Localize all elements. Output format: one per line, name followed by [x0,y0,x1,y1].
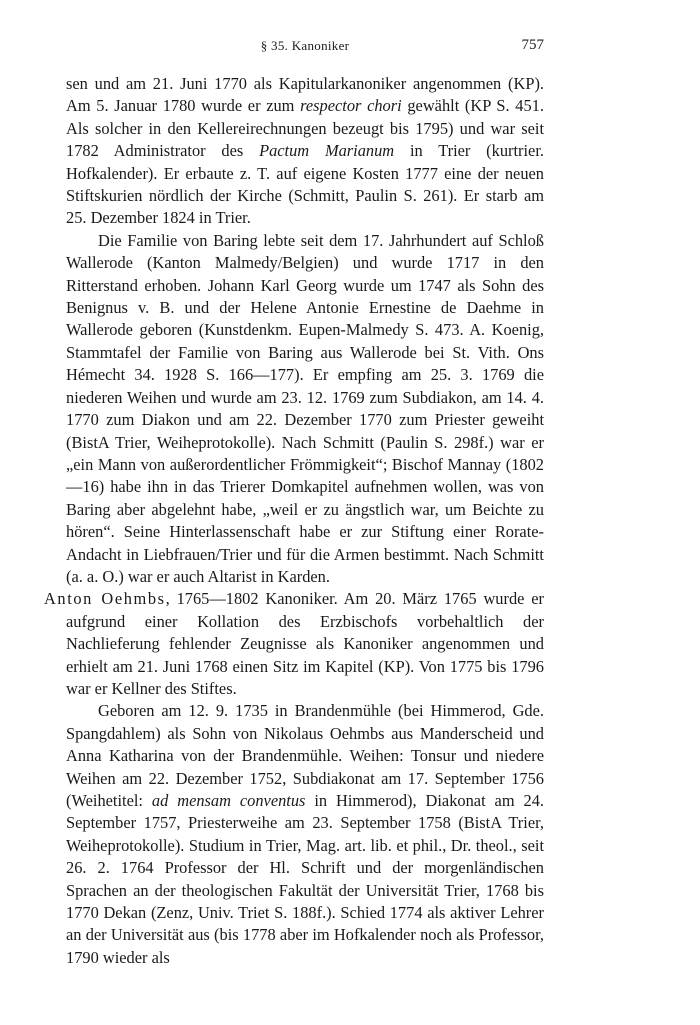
running-head: § 35. Kanoniker [260,38,350,53]
text-run: sen und am 21. Juni 1770 als Kapitularkanoniker angenommen (KP). Am 5. Januar 1780 wurde er zum [66,74,544,116]
page-number: 757 [521,37,544,53]
text-run: in Himmerod), Diakonat am 24. September 1757, Priesterweihe am 23. September 1758 (BistA Trier, Weiheprotokolle). Studium in Trier, Mag. art. lib. et phil., Dr. theol., seit 26. 2. 1764 Professor der Hl. Schrift und der morgenländischen Sprachen an der theologischen Fakultät der Universität Trier, 1768 bis 1770 Dekan (Zenz, Univ. Triet S. 188f.). Schied 1774 als aktiver Lehrer an der Universität aus (bis 1778 aber im Hofkalender noch als Professor, 1790 wieder als [66,791,545,967]
body-text [44,73,545,969]
paragraph-4 [66,700,544,969]
page-header [66,38,544,58]
text-run: in Trier (kurtrier. Hofkalender). Er erbaute z. T. auf eigene Kosten 1777 eine der neuen Stiftskurien nördlich der Kirche (Schmitt, Paulin S. 261). Er starb am 25. Dezember 1824 in Trier. [66,141,544,228]
text-run: gewählt (KP S. 451. Als solcher in den Kellereirechnungen bezeugt bis 1795) und war seit 1782 Administrator des [66,96,544,161]
entry-name: Anton Oehmbs [44,589,166,609]
paragraph-1 [66,73,544,230]
entry-anton-oehmbs [44,588,544,700]
text-run: , 1765—1802 Kanoniker. Am 20. März 1765 wurde er aufgrund einer Kollation des Erzbischofs vorbehaltlich der Nachlieferung fehlender Zeugnisse als Kanoniker angenommen und erhielt am 21. Juni 1768 einen Sitz im Kapitel (KP). Von 1775 bis 1796 war er Kellner des Stiftes. [66,589,545,698]
text-run: Geboren am 12. 9. 1735 in Brandenmühle (bei Himmerod, Gde. Spangdahlem) als Sohn von Nikolaus Oehmbs aus Manderscheid und Anna Katharina von der Brandenmühle. Weihen: Tonsur und niedere Weihen am 22. Dezember 1752, Subdiakonat am 17. September 1756 (Weihetitel: [66,701,544,810]
italic-term: respector chori [300,96,402,116]
italic-term: ad mensam conventus [151,791,306,810]
paragraph-2: Die Familie von Baring lebte seit dem 17. Jahrhundert auf Schloß Wallerode (Kanton Malmedy/Belgien) und wurde 1717 in den Ritterstand erhoben. Johann Karl Georg wurde um 1747 als Sohn des Benignus v. B. und der Helene Antonie Ernestine de Daehme in Wallerode geboren (Kunstdenkm. Eupen-Malmedy S. 473. A. Koenig, Stammtafel der Familie von Baring aus Wallerode bei St. Vith. Ons Hémecht 34. 1928 S. 166—177). Er empfing am 25. 3. 1769 die niederen Weihen und wurde am 23. 12. 1769 zum Subdiakon, am 14. 4. 1770 zum Diakon und am 22. Dezember 1770 zum Priester geweiht (BistA Trier, Weiheprotokolle). Nach Schmitt (Paulin S. 298f.) war er „ein Mann von außerordentlicher Frömmigkeit“; Bischof Mannay (1802—16) habe ihn in das Trierer Domkapitel aufnehmen wollen, was von Baring aber abgelehnt habe, „weil er zu ängstlich war, um Beichte zu hören“. Seine Hinterlassenschaft habe er zur Stiftung einer Rorate-Andacht in Liebfrauen/Trier und für die Armen bestimmt. Nach Schmitt (a. a. O.) war er auch Altarist in Karden. [66,230,544,586]
italic-term: Pactum Marianum [259,141,395,161]
